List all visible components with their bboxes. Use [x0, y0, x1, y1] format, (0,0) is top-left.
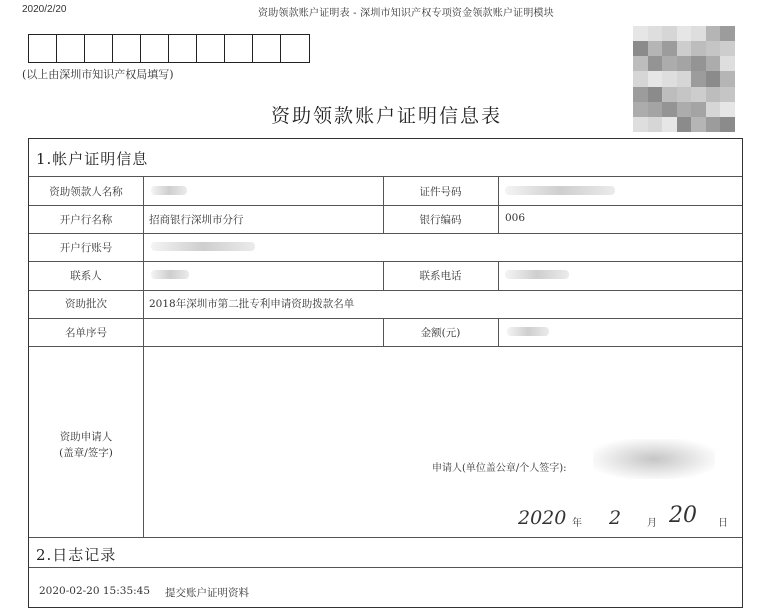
col-divider: [498, 176, 499, 233]
code-grid: [28, 34, 310, 63]
qr-tile: [662, 41, 677, 56]
row-divider: [29, 290, 742, 291]
sign-day-unit: 日: [718, 518, 728, 529]
qr-tile: [633, 87, 648, 102]
qr-tile: [648, 56, 663, 71]
qr-tile: [706, 56, 721, 71]
qr-tile: [677, 56, 692, 71]
label-batch: 资助批次: [65, 298, 107, 310]
value-bank-code: 006: [505, 212, 526, 224]
qr-tile: [720, 71, 735, 86]
qr-tile: [691, 56, 706, 71]
qr-tile: [662, 26, 677, 41]
redacted-signature: [593, 439, 715, 479]
label-payee-name: 资助领款人名称: [49, 186, 123, 198]
qr-tile: [720, 87, 735, 102]
redacted-amount: [507, 327, 549, 336]
code-cell: [29, 35, 57, 62]
qr-tile: [677, 71, 692, 86]
qr-tile: [662, 56, 677, 71]
qr-tile: [648, 26, 663, 41]
qr-tile: [633, 41, 648, 56]
qr-tile: [691, 41, 706, 56]
qr-tile: [633, 56, 648, 71]
label-applicant-sign: (盖章/签字): [59, 447, 113, 459]
qr-tile: [662, 71, 677, 86]
sign-year: 2020: [518, 507, 567, 529]
row-divider: [29, 233, 742, 234]
qr-tile: [706, 41, 721, 56]
code-note: (以上由深圳市知识产权局填写): [22, 68, 174, 81]
sign-month-unit: 月: [647, 518, 657, 529]
label-account-number: 开户行账号: [59, 242, 113, 254]
qr-tile: [633, 26, 648, 41]
qr-tile: [706, 87, 721, 102]
sign-month: 2: [609, 507, 622, 529]
col-divider: [143, 176, 144, 537]
qr-tile: [691, 87, 706, 102]
row-divider: [29, 176, 742, 177]
redacted-payee-name: [151, 186, 187, 195]
log-text: 提交账户证明资料: [165, 587, 249, 599]
qr-tile: [691, 71, 706, 86]
qr-tile: [677, 26, 692, 41]
print-date: 2020/2/20: [22, 4, 67, 15]
label-amount: 金额(元): [420, 327, 461, 339]
redacted-contact: [151, 270, 189, 279]
code-cell: [281, 35, 309, 62]
code-cell: [253, 35, 281, 62]
label-bank-code: 银行编码: [419, 214, 462, 226]
qr-tile: [720, 56, 735, 71]
redacted-id-number: [505, 186, 615, 195]
sign-day: 20: [669, 503, 697, 528]
log-timestamp: 2020-02-20 15:35:45: [39, 585, 151, 597]
label-applicant: 资助申请人: [59, 431, 113, 443]
code-cell: [169, 35, 197, 62]
section-title-log: 2.日志记录: [36, 546, 117, 564]
row-divider: [29, 205, 742, 206]
row-divider: [29, 346, 742, 347]
row-divider: [29, 318, 742, 319]
qr-tile: [720, 41, 735, 56]
label-contact: 联系人: [70, 270, 102, 282]
qr-tile: [691, 26, 706, 41]
sign-year-unit: 年: [572, 518, 582, 529]
col-divider: [498, 261, 499, 290]
redacted-phone: [505, 270, 569, 279]
qr-tile: [648, 41, 663, 56]
col-divider: [498, 318, 499, 346]
qr-tile: [706, 26, 721, 41]
label-phone: 联系电话: [419, 270, 462, 282]
page-header-title: 资助领款账户证明表 - 深圳市知识产权专项资金领款账户证明模块: [258, 8, 554, 19]
label-id-number: 证件号码: [419, 186, 462, 198]
qr-tile: [677, 41, 692, 56]
code-cell: [141, 35, 169, 62]
label-list-index: 名单序号: [65, 327, 107, 339]
form-table: [28, 138, 743, 608]
value-batch: 2018年深圳市第二批专利申请资助拨款名单: [149, 298, 355, 310]
qr-tile: [706, 71, 721, 86]
code-cell: [57, 35, 85, 62]
code-cell: [85, 35, 113, 62]
row-divider: [29, 537, 742, 538]
row-divider: [29, 261, 742, 262]
qr-tile: [662, 87, 677, 102]
qr-tile: [677, 87, 692, 102]
qr-tile: [648, 87, 663, 102]
form-title: 资助领款账户证明信息表: [270, 105, 502, 127]
value-bank-name: 招商银行深圳市分行: [149, 214, 244, 226]
code-cell: [225, 35, 253, 62]
qr-tile: [633, 71, 648, 86]
redacted-account-number: [151, 242, 255, 251]
qr-tile: [720, 26, 735, 41]
section-title-account: 1.帐户证明信息: [36, 150, 149, 168]
row-divider: [29, 567, 742, 568]
signer-label: 申请人(单位盖公章/个人签字):: [432, 463, 567, 474]
label-bank-name: 开户行名称: [59, 214, 113, 226]
qr-tile: [648, 71, 663, 86]
code-cell: [113, 35, 141, 62]
code-cell: [197, 35, 225, 62]
